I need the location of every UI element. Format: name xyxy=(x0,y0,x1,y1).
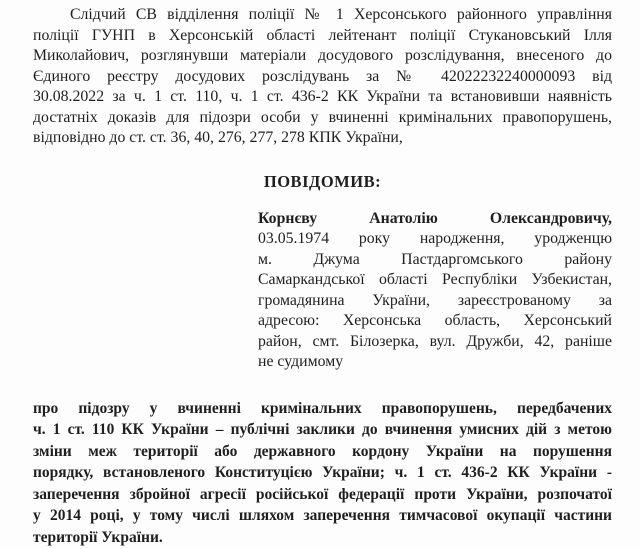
notified-heading: ПОВІДОМИВ: xyxy=(263,171,382,191)
addressee-line: громадянина України, зареєстрованому за xyxy=(258,291,612,309)
addressee-line: м. Джума Пастдаргомського району xyxy=(258,250,612,268)
charges-line: заперечення збройної агресії російської федерації проти України, розпочатої xyxy=(33,485,612,503)
addressee-line: не судимому xyxy=(258,353,344,370)
charges-line: території України. xyxy=(33,529,163,547)
charges-line: ч. 1 ст. 110 КК України – публічні заклики до вчинення умисних дій з метою xyxy=(33,421,612,439)
addressee-block xyxy=(258,209,612,373)
intro-line: відповідно до ст. ст. 36, 40, 276, 277, 278 КПК України, xyxy=(33,129,403,146)
charges-line: у 2014 році, у тому числі шляхом заперечення тимчасової окупації частини xyxy=(33,507,612,525)
charges-line: порядку, встановленого Конституцією України; ч. 1 ст. 436-2 КК України - xyxy=(33,464,612,482)
charges-line: про підозру у вчиненні кримінальних правопорушень, передбачених xyxy=(33,399,612,417)
charges-line: зміни меж території або державного кордону України на порушення xyxy=(33,442,612,460)
addressee-line: район, смт. Білозерка, вул. Дружби, 42, раніше xyxy=(258,332,612,350)
intro-paragraph xyxy=(33,5,612,149)
addressee-line: 03.05.1974 року народження, уродженцю xyxy=(258,230,612,247)
intro-line: поліції ГУНП в Херсонській області лейтенант поліції Стукановський Ілля xyxy=(33,26,612,44)
charges-paragraph xyxy=(33,398,612,549)
intro-line: Слідчий СВ відділення поліції № 1 Херсонського районного управління xyxy=(70,6,612,23)
intro-line: Єдиного реєстру досудових розслідувань за № 42022232240000093 від xyxy=(33,67,612,85)
intro-line: Миколайович, розглянувши матеріали досудового розслідування, внесеного до xyxy=(33,47,612,64)
intro-line: достатніх доказів для підозри особи у вчиненні кримінальних правопорушень, xyxy=(33,108,612,126)
intro-line: 30.08.2022 за ч. 1 ст. 110, ч. 1 ст. 436-2 КК України та встановивши наявність xyxy=(33,88,612,105)
addressee-line: адресою: Херсонська область, Херсонський xyxy=(258,312,612,329)
addressee-name-line: Корнєву Анатолію Олександровичу, xyxy=(258,209,612,227)
addressee-line: Самаркандської області Республіки Узбекистан, xyxy=(258,271,612,288)
